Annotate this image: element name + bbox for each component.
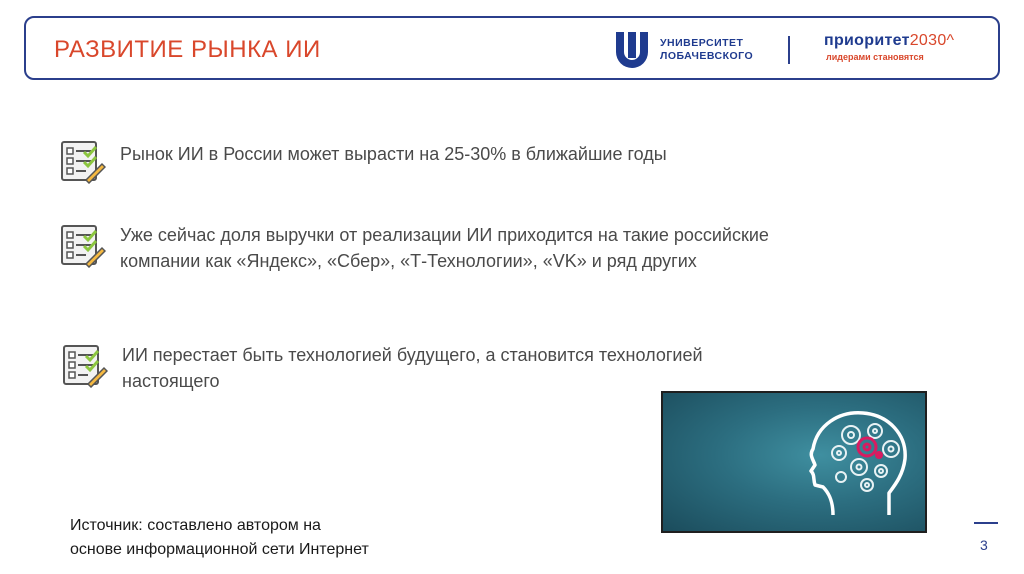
bullet-item <box>60 342 802 394</box>
university-emblem-icon <box>614 30 650 70</box>
university-name <box>660 37 753 63</box>
page-number: 3 <box>980 537 988 553</box>
logo-divider <box>788 36 790 64</box>
bullet-text: ИИ перестает быть технологией будущего, а становится технологией настоящего <box>122 345 703 391</box>
priority-2030-logo <box>824 32 954 62</box>
header-frame <box>24 16 1000 80</box>
checklist-icon <box>58 222 106 268</box>
university-line-2: ЛОБАЧЕВСКОГО <box>660 50 754 62</box>
university-line-1: УНИВЕРСИТЕТ <box>660 37 744 49</box>
brain-gears-icon <box>663 393 925 531</box>
source-note <box>70 514 369 562</box>
bullet-text: Уже сейчас доля выручки от реализации ИИ приходится на такие российские компании как «Яндекс», «Сбер», «Т-Технологии», «VK» и ряд других <box>120 225 769 271</box>
bullet-item <box>58 138 790 184</box>
bullet-text: Рынок ИИ в России может вырасти на 25-30% в ближайшие годы <box>120 144 667 164</box>
page-title: РАЗВИТИЕ РЫНКА ИИ <box>54 36 321 63</box>
checklist-icon <box>58 138 106 184</box>
bullet-item <box>58 222 800 274</box>
priority-number: 2030^ <box>909 32 955 49</box>
university-logo <box>614 30 753 70</box>
checklist-icon <box>60 342 108 388</box>
ai-brain-image <box>661 391 927 533</box>
source-line-1: Источник: составлено автором на <box>70 517 321 534</box>
source-line-2: основе информационной сети Интернет <box>70 541 369 558</box>
priority-word: приоритет <box>824 32 910 49</box>
priority-slogan: лидерами становятся <box>826 52 924 62</box>
page-number-rule <box>974 522 998 524</box>
